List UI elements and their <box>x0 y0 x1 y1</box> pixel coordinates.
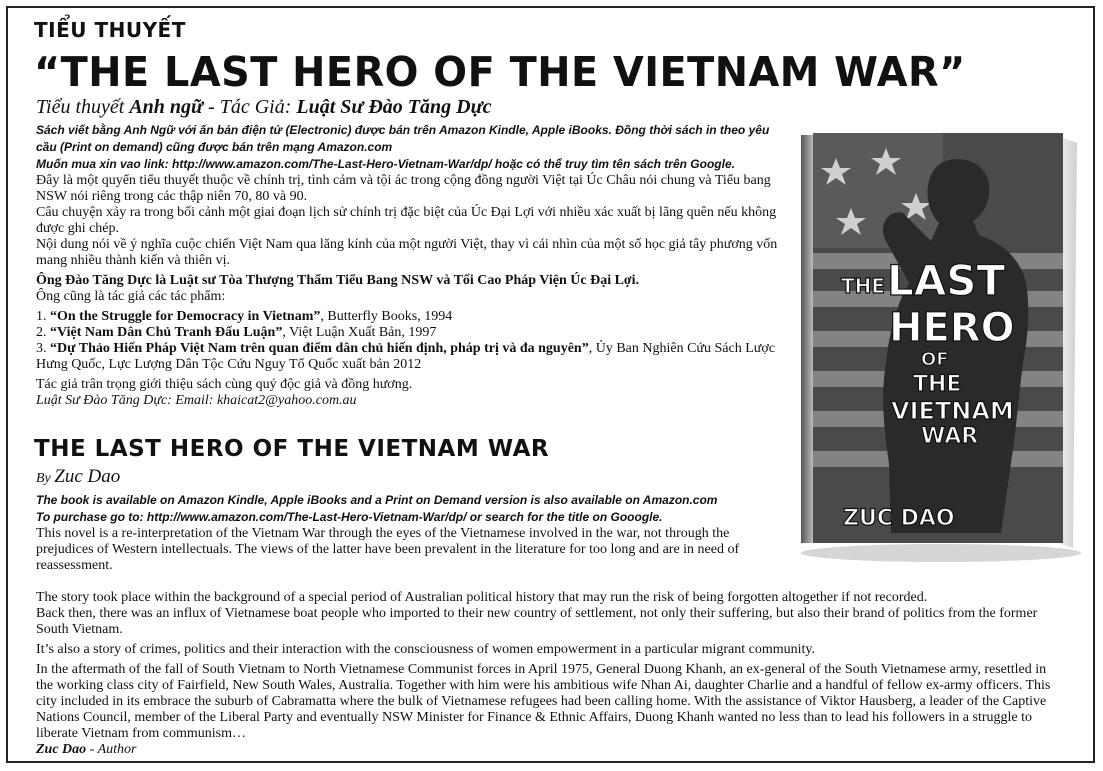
en-para-1: This novel is a re-interpretation of the Vietnam War through the eyes of the Vietnamese involved in the war, not through the prejudices of Western intellectuals. The views of the latter have been prevalent in the literature for too long and are in need of reassessment. <box>36 526 740 573</box>
book-title-1: THE <box>841 274 886 298</box>
vn-notice-1: Sách viết bằng Anh Ngữ với ấn bản điện tử (Electronic) được bán trên Amazon Kindle, Apple iBooks. Đồng thời sách in theo yêu cầu (Print on demand) cũng được bán trên mạng Amazon.com <box>36 123 770 154</box>
work-3-title: “Dự Thảo Hiến Pháp Việt Nam trên quan điểm dân chủ hiến định, pháp trị và đa nguyên” <box>50 341 589 356</box>
vn-contact-label: Luật Sư Đào Tăng Dực: Email: <box>36 393 217 408</box>
vn-subtitle-d: Luật Sư Đào Tăng Dực <box>296 96 492 118</box>
work-3-num: 3. <box>36 341 50 356</box>
work-1-num: 1. <box>36 309 50 324</box>
vn-body <box>36 122 781 409</box>
en-para-2: The story took place within the background of a special period of Australian political history that may run the risk of being forgotten altogether if not recorded. <box>36 590 928 605</box>
work-1-rest: , Butterfly Books, 1994 <box>320 309 453 324</box>
en-para-3: Back then, there was an influx of Vietnamese boat people who imported to their new country of settlement, not only their suffering, but also their brand of politics from the former South Vietnam. <box>36 606 1038 637</box>
work-2-title: “Việt Nam Dân Chủ Tranh Đấu Luận” <box>50 325 283 340</box>
headline: “THE LAST HERO OF THE VIETNAM WAR” <box>34 48 966 96</box>
vn-para-1: Đây là một quyển tiểu thuyết thuộc về chính trị, tình cảm và tội ác trong cộng đồng người Việt tại Úc Châu nói chung và Tiểu bang NSW nói riêng trong các thập niên 70, 80 và 90. <box>36 173 771 204</box>
vn-subtitle-c: - Tác Giả: <box>203 96 297 118</box>
book-title-3: HERO <box>889 305 1015 351</box>
book-author: ZUC DAO <box>843 506 955 531</box>
book-title-6: VIETNAM <box>891 397 1014 425</box>
en-author-name: Zuc Dao <box>54 466 121 487</box>
article <box>8 8 1095 763</box>
book-title-5: THE <box>913 372 962 397</box>
book-cover-image <box>791 123 1083 565</box>
en-body-top <box>36 492 781 574</box>
book-title-2: LAST <box>887 256 1006 305</box>
work-2-rest: , Việt Luận Xuất Bản, 1997 <box>282 325 437 340</box>
vn-work-1 <box>36 309 781 325</box>
kicker: TIỂU THUYẾT <box>34 18 186 42</box>
en-para-5: In the aftermath of the fall of South Vietnam to North Vietnamese Communist forces in April 1975, General Duong Khanh, an ex-general of the South Vietnamese army, resettled in the working class city of Fairfield, New South Wales, Australia. Together with him were his ambitious wife Nhan Ai, daughter Charlie and a handful of fellow ex-army officers. This city included in its embrace the suburb of Cabramatta where the bulk of Vietnamese refugees had been calling home. With the assistance of Viktor Hausberg, a leader of the Captive Nations Council, member of the Liberal Party and eventually NSW Minister for Finance & Ethnic Affairs, Duong Khanh wanted no less than to lead his followers in a struggle to liberate Vietnam from communism… <box>36 662 1051 741</box>
vn-work-3 <box>36 341 781 373</box>
vn-subtitle-a: Tiểu thuyết <box>36 96 130 118</box>
vn-contact-email: khaicat2@yahoo.com.au <box>216 393 357 408</box>
vn-contact <box>36 393 781 409</box>
page-frame <box>6 6 1095 763</box>
vn-works-intro: Ông cũng là tác giả các tác phẩm: <box>36 289 226 304</box>
en-notice-1: The book is available on Amazon Kindle, Apple iBooks and a Print on Demand version is also available on Amazon.com <box>36 493 718 507</box>
en-sign-name: Zuc Dao <box>36 742 87 757</box>
en-byline <box>36 466 120 488</box>
en-heading: THE LAST HERO OF THE VIETNAM WAR <box>34 436 550 462</box>
en-para-4: It’s also a story of crimes, politics and their interaction with the consciousness of women empowerment in a particular migrant community. <box>36 642 816 657</box>
vn-author-bio: Ông Đào Tăng Dực là Luật sư Tòa Thượng Thẩm Tiểu Bang NSW và Tối Cao Pháp Viện Úc Đại Lợi. <box>36 273 640 288</box>
vn-closing: Tác giả trân trọng giới thiệu sách cùng quý độc giả và đồng hương. <box>36 377 413 392</box>
vn-para-3: Nội dung nói về ý nghĩa cuộc chiến Việt Nam qua lăng kính của một người Việt, thay vì cái nhìn của một số học giả tây phương vốn mang nhiều thành kiến và thiên vị. <box>36 237 778 268</box>
work-3-rest: , Ủy Ban Nghiên Cứu Sách Lược Hưng Quốc, Lực Lượng Dân Tộc Cứu Nguy Tổ Quốc xuất bản 2012 <box>36 341 775 372</box>
en-signature <box>36 742 1066 758</box>
en-notice-2: To purchase go to: http://www.amazon.com/The-Last-Hero-Vietnam-War/dp/ or search for the title on Gooogle. <box>36 510 663 524</box>
vn-subtitle-b: Anh ngữ <box>129 96 204 118</box>
vn-notice-2: Muốn mua xin vao link: http://www.amazon.com/The-Last-Hero-Vietnam-War/dp/ hoặc có thể truy tìm tên sách trên Google. <box>36 157 735 171</box>
work-2-num: 2. <box>36 325 50 340</box>
book-title-7: WAR <box>921 424 979 449</box>
book-spine <box>801 135 813 543</box>
vn-subtitle <box>36 96 491 119</box>
work-1-title: “On the Struggle for Democracy in Vietnam” <box>50 309 321 324</box>
book-title-4: OF <box>921 349 949 370</box>
en-by-label: By <box>36 471 55 486</box>
en-sign-role: - Author <box>86 742 137 757</box>
vn-para-2: Câu chuyện xảy ra trong bối cảnh một giai đoạn lịch sử chính trị đặc biệt của Úc Đại Lợi với nhiều xác xuất bị lãng quên nếu không được ghi chép. <box>36 205 777 236</box>
vn-work-2 <box>36 325 781 341</box>
en-body-bottom <box>36 590 1066 758</box>
